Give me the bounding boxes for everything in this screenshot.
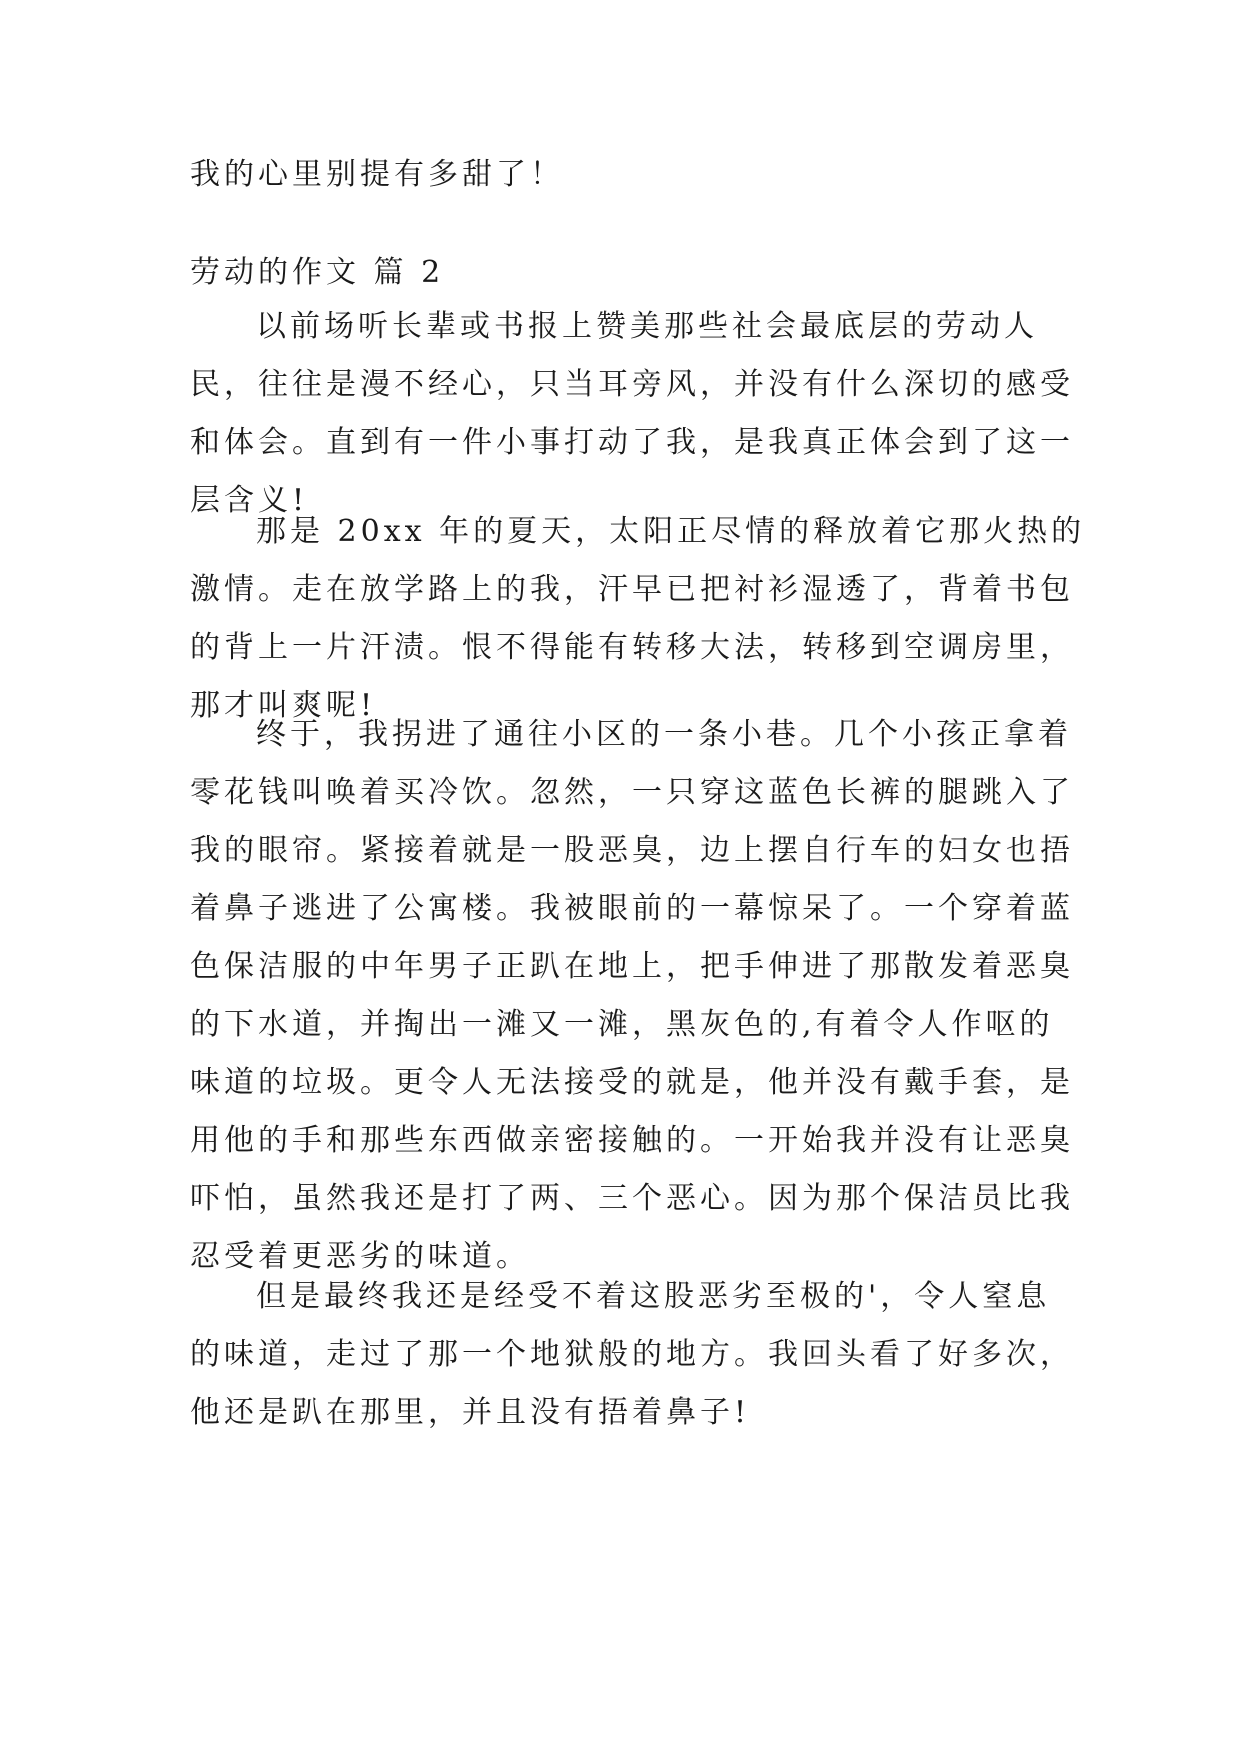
section-heading: 劳动的作文 篇 2 [190,255,445,290]
top-line-block [190,146,1050,204]
paragraph-line: 我的眼帘。紧接着就是一股恶臭，边上摆自行车的妇女也捂 [190,833,1074,868]
paragraph-line: 但是最终我还是经受不着这股恶劣至极的'，令人窒息 [256,1279,1051,1314]
paragraph-1 [190,298,1074,530]
paragraph-line: 着鼻子逃进了公寓楼。我被眼前的一幕惊呆了。一个穿着蓝 [190,891,1074,926]
paragraph-line: 民，往往是漫不经心，只当耳旁风，并没有什么深切的感受 [190,367,1074,402]
paragraph-line: 的味道，走过了那一个地狱般的地方。我回头看了好多次， [190,1337,1074,1372]
paragraph-line: 和体会。直到有一件小事打动了我，是我真正体会到了这一 [190,425,1074,460]
paragraph-line: 激情。走在放学路上的我，汗早已把衬衫湿透了，背着书包 [190,572,1074,607]
paragraph-line: 以前场听长辈或书报上赞美那些社会最底层的劳动人 [256,309,1038,344]
paragraph-line: 的下水道，并掏出一滩又一滩，黑灰色的,有着令人作呕的 [190,1007,1054,1042]
paragraph-line: 色保洁服的中年男子正趴在地上，把手伸进了那散发着恶臭 [190,949,1074,984]
paragraph-line: 味道的垃圾。更令人无法接受的就是，他并没有戴手套，是 [190,1065,1074,1100]
heading-block [190,244,1050,302]
paragraph-4 [190,1268,1074,1442]
paragraph-line: 他还是趴在那里，并且没有捂着鼻子! [190,1395,751,1430]
paragraph-3 [190,706,1074,1286]
paragraph-line: 的背上一片汗渍。恨不得能有转移大法，转移到空调房里， [190,630,1074,665]
paragraph-line: 终于，我拐进了通往小区的一条小巷。几个小孩正拿着 [256,717,1072,752]
paragraph-line: 零花钱叫唤着买冷饮。忽然，一只穿这蓝色长裤的腿跳入了 [190,775,1074,810]
paragraph-line: 用他的手和那些东西做亲密接触的。一开始我并没有让恶臭 [190,1123,1074,1158]
paragraph-line: 吓怕，虽然我还是打了两、三个恶心。因为那个保洁员比我 [190,1181,1074,1216]
paragraph-line: 那才叫爽呢! [190,688,377,723]
top-line: 我的心里别提有多甜了！ [190,157,564,192]
paragraph-line: 层含义! [190,483,309,518]
paragraph-line: 忍受着更恶劣的味道。 [190,1239,530,1274]
paragraph-line: 那是 20xx 年的夏天，太阳正尽情的释放着它那火热的 [256,514,1086,549]
paragraph-2 [190,503,1086,735]
